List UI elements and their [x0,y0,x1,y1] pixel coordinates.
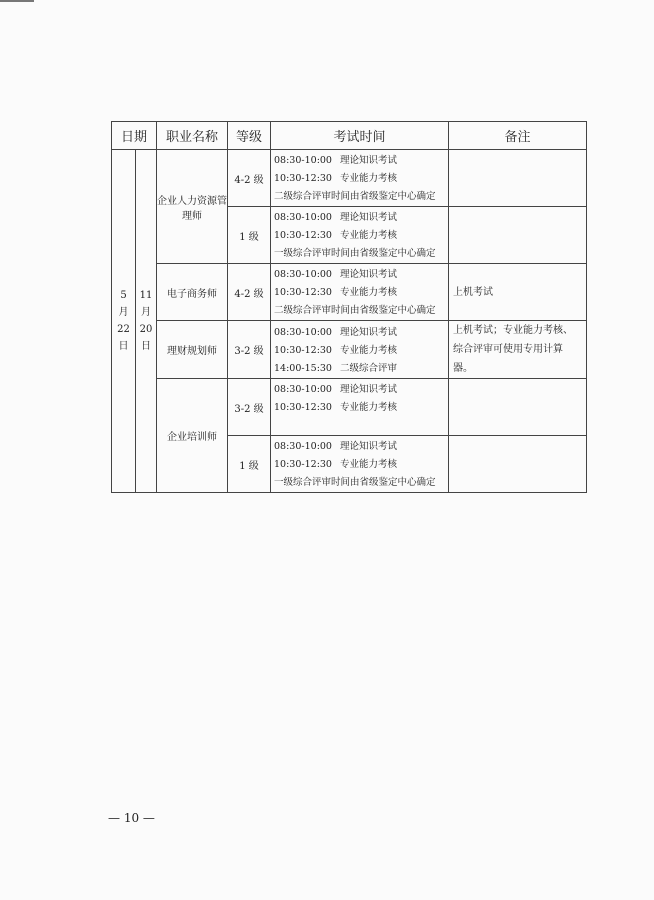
header-level: 等级 [228,122,271,150]
level-cell: 4-2 级 [228,264,271,321]
note-cell: 上机考试 [449,264,587,321]
header-occupation: 职业名称 [157,122,228,150]
header-exam-time: 考试时间 [271,122,449,150]
note-cell [449,379,587,436]
exam-time-cell: 08:30-10:00 理论知识考试 10:30-12:30 专业能力考核 一级综合评审时间由省级鉴定中心确定 [271,207,449,264]
exam-time-cell: 08:30-10:00 理论知识考试 10:30-12:30 专业能力考核 14:00-15:30 二级综合评审 [271,321,449,379]
exam-time-cell: 08:30-10:00 理论知识考试 10:30-12:30 专业能力考核 二级综合评审时间由省级鉴定中心确定 [271,150,449,207]
level-cell: 3-2 级 [228,379,271,436]
date-may-22: 5 月 22 日 [112,150,136,493]
occupation-hr-manager: 企业人力资源管理师 [157,150,228,264]
exam-schedule-table [111,121,587,493]
table-row [112,379,587,436]
occupation-financial-planner: 理财规划师 [157,321,228,379]
date-nov-20: 11 月 20 日 [136,150,157,493]
exam-time-cell: 08:30-10:00 理论知识考试 10:30-12:30 专业能力考核 二级综合评审时间由省级鉴定中心确定 [271,264,449,321]
note-cell [449,207,587,264]
page-number: — 10 — [108,811,155,825]
occupation-ecommerce: 电子商务师 [157,264,228,321]
note-cell: 上机考试；专业能力考核、综合评审可使用专用计算器。 [449,321,587,379]
header-notes: 备注 [449,122,587,150]
level-cell: 1 级 [228,436,271,493]
table-row [112,321,587,379]
level-cell: 1 级 [228,207,271,264]
table-row [112,150,587,207]
scan-corner-mark [0,0,34,2]
exam-time-cell: 08:30-10:00 理论知识考试 10:30-12:30 专业能力考核 一级综合评审时间由省级鉴定中心确定 [271,436,449,493]
note-cell [449,150,587,207]
table-header-row [112,122,587,150]
level-cell: 3-2 级 [228,321,271,379]
table-row [112,264,587,321]
level-cell: 4-2 级 [228,150,271,207]
header-date: 日期 [112,122,157,150]
exam-time-cell: 08:30-10:00 理论知识考试 10:30-12:30 专业能力考核 [271,379,449,436]
occupation-trainer: 企业培训师 [157,379,228,493]
note-cell [449,436,587,493]
